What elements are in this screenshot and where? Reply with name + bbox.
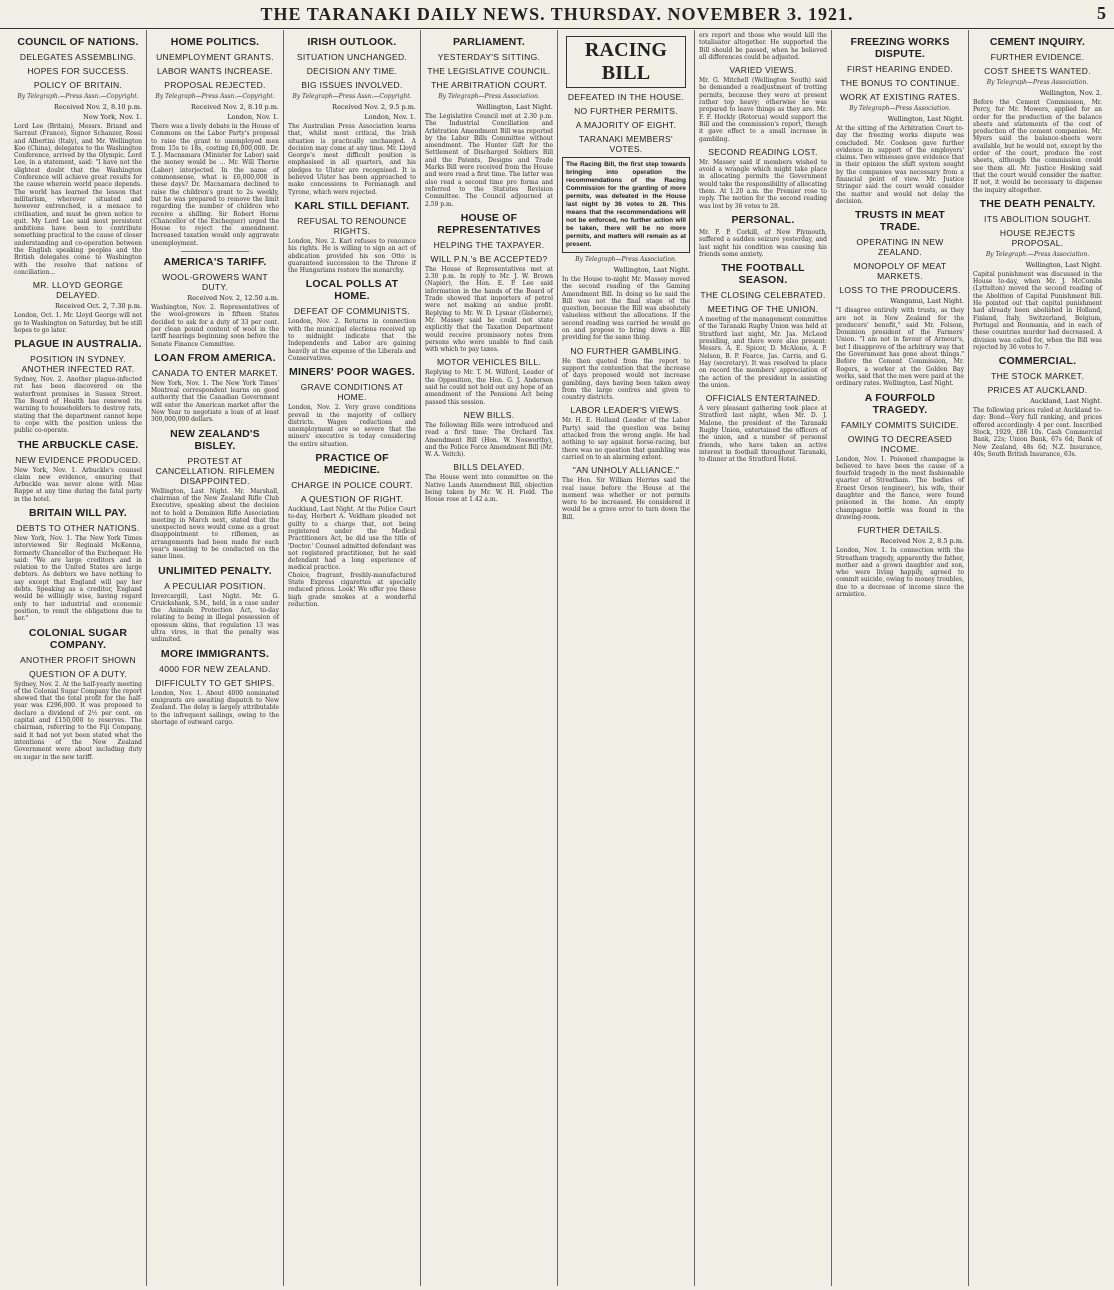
subheadline: MR. LLOYD GEORGE DELAYED. bbox=[32, 280, 124, 301]
subheadline: UNEMPLOYMENT GRANTS. bbox=[156, 52, 274, 62]
subheadline: HELPING THE TAXPAYER. bbox=[433, 239, 545, 250]
subheadline: PRICES AT AUCKLAND. bbox=[987, 385, 1088, 396]
subheadline: WOOL-GROWERS WANT DUTY. bbox=[162, 272, 268, 293]
subheadline: NO FURTHER GAMBLING. bbox=[570, 345, 682, 356]
headline: COMMERCIAL. bbox=[998, 355, 1077, 368]
article-text: "I disagree entirely with trusts, as they are not in New Zealand for the producers' benefit," said Mr. Folsom, Dominion president of the Farmers' Union. "I am not in favour of Armour's, but I disapprove of the arbitrary way that the Government has gone about things." Before the Cement Commission, Mr. Rogers, a worker at the Golden Bay works, said that the men were paid at the ordinary rates. Wellington, Last Night. bbox=[836, 307, 964, 388]
columns bbox=[10, 30, 1106, 1286]
wire-credit: By Telegraph—Press Association. bbox=[986, 79, 1089, 86]
article-text: London, Nov. 2. Returns in connection with the municipal elections received up to midnight indicate that the Independents and Labor are gaining heavily at the expense of the Liberals and Conservatives. bbox=[288, 318, 416, 362]
subheadline: THE ARBITRATION COURT. bbox=[431, 80, 547, 90]
subheadline: MONOPOLY OF MEAT MARKETS. bbox=[853, 261, 947, 282]
wire-credit: By Telegraph—Press Association. bbox=[575, 256, 677, 263]
article-text: The following Bills were introduced and read a first time: The Orchard Tax Amendment Bill (Hon. W. Nosworthy), and the Police Force Amendment Bill (Mr. W. A. Veitch). bbox=[425, 421, 553, 459]
headline: HOME POLITICS. bbox=[170, 36, 260, 48]
column-4 bbox=[421, 30, 558, 1286]
boxed-summary: The Racing Bill, the first step towards bringing into operation the recommendations of the Racing Commission for the granting of more permits, was defeated in the House last night by 36 votes to 28. This means that the recommendations will not be enforced, no further action will be taken, there will be no more permits, and matters will remain as at present. bbox=[562, 157, 690, 253]
headline: HOUSE OF REPRESENTATIVES bbox=[437, 211, 541, 236]
dateline: Received Nov. 2, 8.5 p.m. bbox=[880, 537, 964, 546]
column-8 bbox=[969, 30, 1106, 1286]
dateline: Wellington, Last Night. bbox=[476, 103, 553, 111]
divider bbox=[181, 251, 249, 252]
dateline: Received Nov. 2, 8.10 p.m. bbox=[54, 103, 142, 111]
subheadline: NO FURTHER PERMITS. bbox=[574, 106, 678, 116]
column-3 bbox=[284, 30, 421, 1286]
dateline: Auckland, Last Night. bbox=[1030, 397, 1102, 406]
article-text: Auckland, Last Night. At the Police Court to-day, Herbert A. Veldham pleaded not guilty to a charge that, not being registered under the Medical Practitioners Act, he did use the title of 'Doctor.' Counsel admitted defendant was not registered practitioner, but he said defendant had a long experience of medical practice. bbox=[288, 506, 416, 572]
article-text: ers report and those who would kill the totalisator altogether. He supported the Bill should be passed, when he believed all differences could be adjusted. bbox=[699, 32, 827, 61]
article-text: The Australian Press Association learns that, whilst most critical, the Irish situation is practically unchanged. A decision may come at any time. Mr. Lloyd George's most difficult position is emphasised in all quarters, and his pledges to Ulster are recognised. It is believed Ulster has been approached to make concessions to Fermanagh and Tyrone, which were rejected. bbox=[288, 123, 416, 196]
article-text: New York, Nov. 1. The New York Times' Montreal correspondent learns on good authority that the Canadian Government will enter the American market after the New Year to negotiate a loan of at least 300,000,000 dollars. bbox=[151, 379, 279, 424]
subheadline: A MAJORITY OF EIGHT. bbox=[575, 120, 677, 130]
wire-credit: By Telegraph—Press Assn.—Copyright. bbox=[292, 93, 412, 100]
headline: THE ARBUCKLE CASE. bbox=[17, 438, 139, 451]
article-text: Mr. F. P. Corkill, of New Plymouth, suffered a sudden seizure yesterday, and last night his condition was causing his friends some anxiety. bbox=[699, 228, 827, 258]
article-text: Sydney, Nov. 2. At the half-yearly meeting of the Colonial Sugar Company the report showed that the total profit for the half-year was £296,000. It was proposed to declare a dividend of 2½ per cent. on capital and £150,000 to reserves. The chairman, referring to the Fiji Company, said it had not yet been stated what the intentions of the New Zealand Government were about including duty on sugar in the new tariff. bbox=[14, 680, 142, 761]
headline: FREEZING WORKS DISPUTE. bbox=[850, 36, 950, 60]
subheadline: DEBTS TO OTHER NATIONS. bbox=[16, 522, 140, 533]
headline: MINERS' POOR WAGES. bbox=[289, 366, 415, 379]
wire-credit: By Telegraph—Press Association. bbox=[438, 93, 540, 100]
column-1 bbox=[10, 30, 147, 1286]
subheadline: ANOTHER PROFIT SHOWN bbox=[20, 654, 136, 665]
subheadline: QUESTION OF A DUTY. bbox=[28, 668, 128, 679]
subheadline: MOTOR VEHICLES BILL. bbox=[436, 357, 542, 368]
article-text: Sydney, Nov. 2. Another plague-infected rat has been discovered on the waterfront premises in Sussex Street. The Board of Health has renewed its warning to householders to destroy rats, stating that the department cannot hope to cope with the position unless the public co-operate. bbox=[14, 376, 142, 435]
wire-credit: By Telegraph—Press Association. bbox=[849, 105, 951, 112]
article-text: Invercargill, Last Night. Mr. G. Cruickshank, S.M., held, in a case under the Animals Protection Act, to-day relating to being in illegal possession of opossum skins, that regulation 13 was ultra vires, in that the penalty was unlimited. bbox=[151, 592, 279, 644]
subheadline: DEFEAT OF COMMUNISTS. bbox=[293, 306, 410, 317]
column-5 bbox=[558, 30, 695, 1286]
headline: BRITAIN WILL PAY. bbox=[28, 506, 128, 519]
article-text: London, Oct. 1. Mr. Lloyd George will not go to Washington on Saturday, but he still hopes to go later. bbox=[14, 312, 142, 334]
article-text: Replying to Mr. T. M. Wilford, Leader of the Opposition, the Hon. G. J. Anderson said he could not hold out any hope of an amendment of the Pensions Act being passed this session. bbox=[425, 369, 553, 406]
subheadline: NEW BILLS. bbox=[463, 409, 515, 420]
subheadline: FIRST HEARING ENDED. bbox=[847, 64, 953, 74]
headline: COLONIAL SUGAR COMPANY. bbox=[28, 626, 128, 651]
article-text: Mr. H. E. Holland (Leader of the Labor Party) said the question was being attacked from the wrong angle. He had nothing to say against horse-racing, but there was no question that gambling was carried on to an alarming extent. bbox=[562, 417, 690, 461]
article-text: In the House to-night Mr. Massey moved the second reading of the Gaming Amendment Bill. In doing so he said the Bill was not the final stage of the question, because the Bill was absolutely valueless without the allocations. If the second reading was carried he would go on and propose to bring down a Bill providing for the same thing. bbox=[562, 276, 690, 342]
article-text: Lord Lee (Britain), Messrs. Briand and Sarraut (France), Signor Schanzer, Rossi and Albertini (Italy), and Mr. Wellington Koo (China), delegates to the Washington Conference, arrived by the Olympic. Lord Lee, in a statement, said: "I have not the slightest doubt that the Washington Conference will achieve great results for the cause wherein world peace depends. The world has learned the lesson that militarism, wherever situated and however entrenched, is a menace to civilisation, and must be given notice to quit. My Lord Lee said most persistent ambitions have been to contribute something practical to the cause of closer understanding and co-operation between the English speaking peoples and the British delegates come to Washington with the resolve that nations of conciliation... bbox=[14, 123, 142, 276]
dateline: Wellington, Last Night. bbox=[1025, 260, 1102, 269]
headline-large: RACING BILL bbox=[566, 36, 686, 88]
column-6 bbox=[695, 30, 832, 1286]
article-text: London, Nov. 2. Very grave conditions prevail in the majority of colliery districts. Wages reductions and unemployment are so severe that the miners' executive is today considering the entire situation. bbox=[288, 404, 416, 448]
subheadline: "AN UNHOLY ALLIANCE." bbox=[572, 465, 680, 476]
dateline: London, Nov. 1. bbox=[227, 113, 279, 121]
subheadline: NEW EVIDENCE PRODUCED. bbox=[15, 454, 141, 465]
article-text: A meeting of the management committee of the Taranaki Rugby Union was held at Stratford last night, Mr. Jas. McLeod presiding, and there were also present: Messrs. A. E. Spicer, D. McAlone, A. P. Nelson, B. P. Fearce, Jas. Carris, and G. Hay (secretary). It was resolved to place on record the members' appreciation of the action of the president in assisting the union. bbox=[699, 316, 827, 389]
subheadline: THE STOCK MARKET. bbox=[991, 371, 1084, 382]
subheadline: OPERATING IN NEW ZEALAND. bbox=[856, 237, 944, 258]
subheadline: LOSS TO THE PRODUCERS. bbox=[839, 285, 961, 296]
article-text: Washington, Nov. 2. Representatives of the wool-growers in fifteen States decided to ask for a duty of 33 per cent. per clean pound content of wool in the tariff hearings beginning soon before the Senate Finance Committee. bbox=[151, 304, 279, 348]
headline: PARLIAMENT. bbox=[452, 36, 525, 48]
headline: A FOURFOLD TRAGEDY. bbox=[864, 391, 936, 416]
dateline: Wellington, Nov. 2. bbox=[1039, 89, 1102, 97]
article-text: The following prices ruled at Auckland to-day: Bond—Very full ranking, and prices offered accordingly: 4 per cent. Inscribed Stock, 1929, £86 10s. Cash Commercial Bank, 22s; Union Bank, 67s 6d; Bank of New Zealand, 48s 6d; N.Z. Insurance, 40s; South British Insurance, 63s. bbox=[973, 407, 1102, 458]
subheadline: DEFEATED IN THE HOUSE. bbox=[567, 92, 685, 102]
article-text: The House of Representatives met at 2.30 p.m. In reply to Mr. J. W. Brown (Napier), the Hon. E. P. Lee said information in the hands of the Board of Trade showed that importers of petrol were not making an undue profit. Replying to Mr. W. D. Lysnar (Gisborne), Mr. Massey said he could not state explicitly that the Taxation Department would receive promissory notes from persons who were unable to find cash with which to pay taxes. bbox=[425, 265, 553, 354]
article-text: A very pleasant gathering took place at Stratford last night, when Mr. D. J. Malone, the president of the Taranaki Rugby Union, entertained the officers of the union, and a number of personal friends, who have taken an active interest in football throughout Taranaki, to dinner at the Stratford Hotel. bbox=[699, 405, 827, 464]
subheadline: MEETING OF THE UNION. bbox=[707, 304, 819, 315]
subheadline: THE BONUS TO CONTINUE. bbox=[840, 78, 960, 88]
headline: NEW ZEALAND'S BISLEY. bbox=[170, 427, 260, 452]
subheadline: SITUATION UNCHANGED. bbox=[296, 52, 408, 62]
dateline: Received Nov. 2, 12.50 a.m. bbox=[187, 294, 279, 303]
headline: LOCAL POLLS AT HOME. bbox=[305, 278, 399, 303]
subheadline: POLICY OF BRITAIN. bbox=[33, 80, 123, 90]
subheadline: FURTHER EVIDENCE. bbox=[990, 52, 1085, 62]
subheadline: TARANAKI MEMBERS' VOTES. bbox=[579, 134, 673, 154]
article-text: London, Nov. 1. About 4000 nominated emigrants are awaiting dispatch to New Zealand. The delay is largely attributable to the infrequent sailings, owing to the shortage of outward cargo. bbox=[151, 689, 279, 726]
subheadline: POSITION IN SYDNEY. ANOTHER INFECTED RAT. bbox=[21, 354, 135, 375]
headline: PRACTICE OF MEDICINE. bbox=[315, 452, 389, 477]
article-text: Before the Cement Commission, Mr. Percy, for Mr. Mowers, applied for an order for the production of the balance sheets and statements of the cost of production of the cement companies. Mr. Myers said the balance-sheets were available, but he would not, except by the order of the court, produce the cost sheets, although the commission could see them all. Mr. Justice Hosking said that the court would consider the matter. If not, it would be necessary to dispense the inquiry altogether. bbox=[973, 99, 1102, 194]
dateline: Received Oct. 2, 7.30 p.m. bbox=[54, 302, 142, 311]
subheadline: REFUSAL TO RENOUNCE RIGHTS. bbox=[297, 215, 407, 236]
subheadline: CHARGE IN POLICE COURT. bbox=[291, 480, 413, 491]
headline: MORE IMMIGRANTS. bbox=[160, 647, 270, 660]
subheadline: COST SHEETS WANTED. bbox=[984, 66, 1091, 76]
headline: AMERICA'S TARIFF. bbox=[163, 256, 267, 269]
column-2 bbox=[147, 30, 284, 1286]
page-number: 5 bbox=[1097, 3, 1106, 23]
subheadline: LABOR LEADER'S VIEWS. bbox=[570, 405, 682, 416]
dateline: Received Nov. 2, 9.5 p.m. bbox=[332, 103, 416, 111]
headline: THE DEATH PENALTY. bbox=[979, 197, 1096, 210]
wire-credit: By Telegraph.—Press Assn.—Copyright. bbox=[17, 93, 139, 100]
subheadline: A QUESTION OF RIGHT. bbox=[300, 494, 404, 505]
headline: CEMENT INQUIRY. bbox=[989, 36, 1086, 48]
headline: PERSONAL. bbox=[731, 213, 795, 226]
headline: PLAGUE IN AUSTRALIA. bbox=[14, 338, 142, 351]
article-text: He then quoted from the report to support the contention that the increase of days proposed would not increase gambling, days having been taken away from the large centres and given to country districts. bbox=[562, 357, 690, 402]
subheadline: PROPOSAL REJECTED. bbox=[164, 80, 266, 90]
subheadline: PROTEST AT CANCELLATION. RIFLEMEN DISAPPOINTED. bbox=[155, 455, 275, 486]
article-text: Choice, fragrant, freshly-manufactured State Express cigarettes at specially reduced prices. Look! We offer you these high grade smokes at a wonderful reduction. bbox=[288, 571, 416, 608]
wire-credit: By Telegraph—Press Assn.—Copyright. bbox=[155, 93, 275, 100]
subheadline: FAMILY COMMITS SUICIDE. bbox=[840, 419, 960, 430]
subheadline: WORK AT EXISTING RATES. bbox=[840, 92, 960, 102]
article-text: Wellington, Last Night. Mr. Marshall, chairman of the New Zealand Rifle Club Executive, speaking about the decision not to hold a Dominion Rifle Association meeting in March next, stated that the unexpected news would come as a great disappointment to riflemen, as arrangements had been made for each year's meeting to be conducted on the same lines. bbox=[151, 487, 279, 561]
headline: UNLIMITED PENALTY. bbox=[158, 564, 272, 577]
subheadline: YESTERDAY'S SITTING. bbox=[437, 52, 541, 62]
subheadline: OFFICIALS ENTERTAINED. bbox=[705, 393, 821, 404]
subheadline: THE CLOSING CELEBRATED. bbox=[700, 290, 826, 301]
subheadline: FURTHER DETAILS. bbox=[857, 525, 943, 536]
headline: COUNCIL OF NATIONS. bbox=[17, 36, 139, 48]
article-text: London, Nov. 1. In connection with the Streatham tragedy, apparently the father, mother and a grown daughter and son, who were living happily, agreed to commit suicide, owing to money troubles, due to a decrease of income since the armistice. bbox=[836, 547, 964, 598]
subheadline: WILL P.N.'s BE ACCEPTED? bbox=[430, 253, 548, 264]
article-text: Mr. G. Mitchell (Wellington South) said he demanded a readjustment of trotting permits, because they were at present rather top heavy; otherwise he was prepared to leave things as they are. Mr. F. F. Hockly (Rotorua) would support the Bill and the commission's report, though it gave effect to a small increase in gambling. bbox=[699, 77, 827, 143]
subheadline: CANADA TO ENTER MARKET. bbox=[151, 367, 279, 378]
subheadline: HOUSE REJECTS PROPOSAL. bbox=[999, 227, 1076, 248]
dateline: New York, Nov. 1. bbox=[83, 113, 142, 121]
dateline: Wellington, Last Night. bbox=[613, 266, 690, 274]
column-7 bbox=[832, 30, 969, 1286]
wire-credit: By Telegraph.—Press Association. bbox=[985, 250, 1090, 258]
article-text: At the sitting of the Arbitration Court to-day the freezing works dispute was concluded. Mr. Cookson gave further evidence in support of the employers' claims. Two witnesses gave evidence that in their opinion the shift system sought by the companies was necessary from a financial point of view. Mr. Justice Stringer said the court would consider the matter and would not delay the decision. bbox=[836, 125, 964, 205]
subheadline: BIG ISSUES INVOLVED. bbox=[301, 80, 403, 90]
subheadline: DIFFICULTY TO GET SHIPS. bbox=[155, 677, 275, 688]
subheadline: DELEGATES ASSEMBLING. bbox=[19, 52, 137, 62]
subheadline: HOPES FOR SUCCESS. bbox=[27, 66, 129, 76]
subheadline: DECISION ANY TIME. bbox=[306, 66, 398, 76]
article-text: New York, Nov. 1. Arbuckle's counsel claim new evidence, ensuring that Arbuckle was never alone with Miss Rappe at any time during the fatal party in the hotel. bbox=[14, 466, 142, 503]
headline: IRISH OUTLOOK. bbox=[307, 36, 397, 48]
dateline: Wanganui, Last Night. bbox=[890, 297, 964, 306]
subheadline: LABOR WANTS INCREASE. bbox=[156, 66, 274, 76]
headline: TRUSTS IN MEAT TRADE. bbox=[854, 209, 946, 234]
subheadline: OWING TO DECREASED INCOME. bbox=[847, 433, 953, 454]
dateline: London, Nov. 1. bbox=[364, 113, 416, 121]
subheadline: BILLS DELAYED. bbox=[453, 462, 525, 473]
article-text: London, Nov. 1. Poisoned champagne is believed to have been the cause of a fourfold tragedy in the most fashionable quarter of Streatham. The bodies of Ernest Orson (engineer), his wife, their daughter and the fiance, were found poisoned in the home. An empty champagne bottle was found in the drawing-room. bbox=[836, 455, 964, 521]
article-text: The Hon. Sir William Herries said the real issue before the House at the moment was whether or not permits were to be increased. He considered it would be a grave error to turn down the Bill. bbox=[562, 477, 690, 521]
headline: THE FOOTBALL SEASON. bbox=[721, 262, 805, 287]
dateline: Received Nov. 2, 8.10 p.m. bbox=[191, 103, 279, 111]
subheadline: ITS ABOLITION SOUGHT. bbox=[984, 213, 1091, 224]
masthead-title: THE TARANAKI DAILY NEWS. THURSDAY. NOVEMBER 3. 1921. bbox=[260, 3, 854, 24]
article-text: New York, Nov. 1. The New York Times interviewed Sir Reginald McKenna, formerly Chancellor of the Exchequer. He said: "We are large creditors and in relation to the United States are large debtors. As debtors we have nothing to say except that England will pay her debts. Speaking as a creditor, England would be willingly wise, having regard only to her industrial and economic position, to remit the obligations due to her." bbox=[14, 534, 142, 623]
subheadline: VARIED VIEWS. bbox=[729, 65, 797, 76]
subheadline: THE LEGISLATIVE COUNCIL. bbox=[427, 66, 551, 76]
headline: KARL STILL DEFIANT. bbox=[294, 199, 410, 212]
article-text: There was a lively debate in the House of Commons on the Labor Party's proposal to raise the grant to unemployed men from 15s to 18s, costing £6,000,000. Dr. T. J. Macnamara (Minister for Labor) said the money would be ... Mr. Will Thorne (Labor) interjected. In the name of commonsense, what is £6,000,000 in these days? Dr. Macnamara declined to raise the children's grant to 2s weekly, but he was prepared to remove the limit regarding the number of children who receive a shilling. Sir Robert Horne (Chancellor of the Exchequer) urged the House to reject the amendment. Increased taxation would only aggravate unemployment. bbox=[151, 123, 279, 247]
article-text: The House went into committee on the Native Lands Amendment Bill, objection being taken by Mr. W. H. Field. The House rose at 1.42 a.m. bbox=[425, 474, 553, 504]
masthead bbox=[0, 0, 1114, 29]
article-text: The Legislative Council met at 2.30 p.m. The Industrial Conciliation and Arbitration Amendment Bill was reported by the Labor Bills Committee without amendment. The Hunter Gift for the Settlement of Discharged Soldiers Bill and the Patents, Designs and Trade Marks Bill were received from the House and were read a first time. The latter was also read a second time pro forma and referred to the Statutes Revision Committee. The Council adjourned at 2.59 p.m. bbox=[425, 113, 553, 208]
article-text: Capital punishment was discussed in the House to-day, when Mr. J. McCombs (Lyttelton) moved the second reading of the Abolition of Capital Punishment Bill. He pointed out that capital punishment had already been abolished in Holland, Finland, Italy, Switzerland, Belgium, Portugal and Roumania, and in each of these countries murder had decreased. A division was called for, when the Bill was rejected by 36 votes to 7. bbox=[973, 270, 1102, 351]
subheadline: 4000 FOR NEW ZEALAND. bbox=[159, 663, 271, 674]
subheadline: A PECULIAR POSITION. bbox=[164, 580, 266, 591]
dateline: Wellington, Last Night. bbox=[887, 115, 964, 123]
subheadline: GRAVE CONDITIONS AT HOME. bbox=[300, 382, 404, 403]
article-text: Mr. Massey said if members wished to avoid a wrangle which might take place in allocating permits the Government would take the responsibility of allocating them. At 1.20 a.m. the Premier rose to reply. The motion for the second reading was lost by 36 votes to 28. bbox=[699, 158, 827, 210]
headline: LOAN FROM AMERICA. bbox=[154, 351, 276, 364]
subheadline: SECOND READING LOST. bbox=[708, 146, 818, 157]
article-text: London, Nov. 2. Karl refuses to renounce his rights. He is willing to sign an act of abdication provided his son Otto is guaranteed succession to the Throne if the Hungarians restore the monarchy. bbox=[288, 237, 416, 275]
